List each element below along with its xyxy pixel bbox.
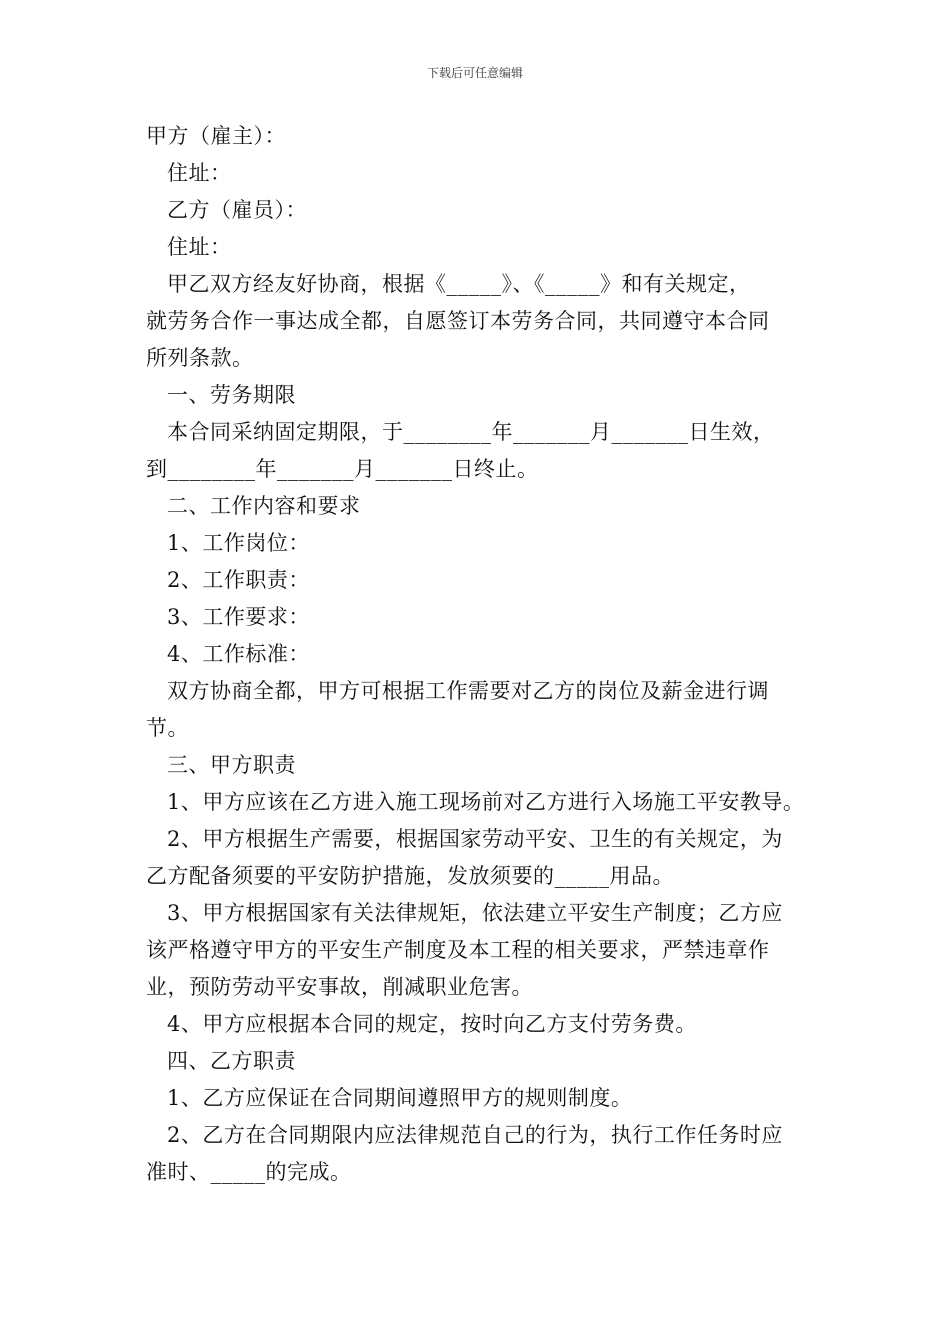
work-item: 2、工作职责：	[167, 568, 310, 592]
work-item: 4、工作标准：	[167, 642, 310, 666]
term-paragraph-line: 本合同采纳固定期限，于________年_______月_______日生效，	[167, 420, 775, 444]
section-heading-party-b-duties: 四、乙方职责	[167, 1049, 296, 1073]
intro-paragraph-line: 就劳务合作一事达成全都，自愿签订本劳务合同，共同遵守本合同	[146, 309, 770, 333]
section-heading-term: 一、劳务期限	[167, 383, 296, 407]
party-a-duty-line: 该严格遵守甲方的平安生产制度及本工程的相关要求，严禁违章作	[146, 938, 770, 962]
party-a-address: 住址：	[167, 161, 232, 185]
work-paragraph-line: 节。	[146, 716, 189, 740]
intro-paragraph-line: 所列条款。	[146, 346, 254, 370]
party-a-duty-line: 2、甲方根据生产需要，根据国家劳动平安、卫生的有关规定，为	[167, 827, 783, 851]
party-b-label: 乙方（雇员）：	[167, 198, 307, 222]
party-b-duty-line: 准时、_____的完成。	[146, 1160, 352, 1184]
party-a-label: 甲方（雇主）：	[146, 124, 286, 148]
work-item: 1、工作岗位：	[167, 531, 310, 555]
party-b-address: 住址：	[167, 235, 232, 259]
party-b-duty-line: 2、乙方在合同期限内应法律规范自己的行为，执行工作任务时应	[167, 1123, 783, 1147]
party-a-duty-line: 乙方配备须要的平安防护措施，发放须要的_____用品。	[146, 864, 674, 888]
party-b-duty-line: 1、乙方应保证在合同期间遵照甲方的规则制度。	[167, 1086, 633, 1110]
work-item: 3、工作要求：	[167, 605, 310, 629]
party-a-duty-line: 3、甲方根据国家有关法律规矩，依法建立平安生产制度；乙方应	[167, 901, 783, 925]
page-header-note: 下载后可任意编辑	[426, 66, 523, 80]
party-a-duty-line: 业，预防劳动平安事故，削减职业危害。	[146, 975, 533, 999]
party-a-duty-line: 1、甲方应该在乙方进入施工现场前对乙方进行入场施工平安教导。	[167, 790, 805, 814]
section-heading-work: 二、工作内容和要求	[167, 494, 361, 518]
party-a-duty-line: 4、甲方应根据本合同的规定，按时向乙方支付劳务费。	[167, 1012, 697, 1036]
section-heading-party-a-duties: 三、甲方职责	[167, 753, 296, 777]
work-paragraph-line: 双方协商全都，甲方可根据工作需要对乙方的岗位及薪金进行调	[167, 679, 769, 703]
contract-body	[146, 118, 811, 1191]
term-paragraph-line: 到________年_______月_______日终止。	[146, 457, 539, 481]
intro-paragraph-line: 甲乙双方经友好协商，根据《_____》、《_____》和有关规定，	[167, 272, 751, 296]
